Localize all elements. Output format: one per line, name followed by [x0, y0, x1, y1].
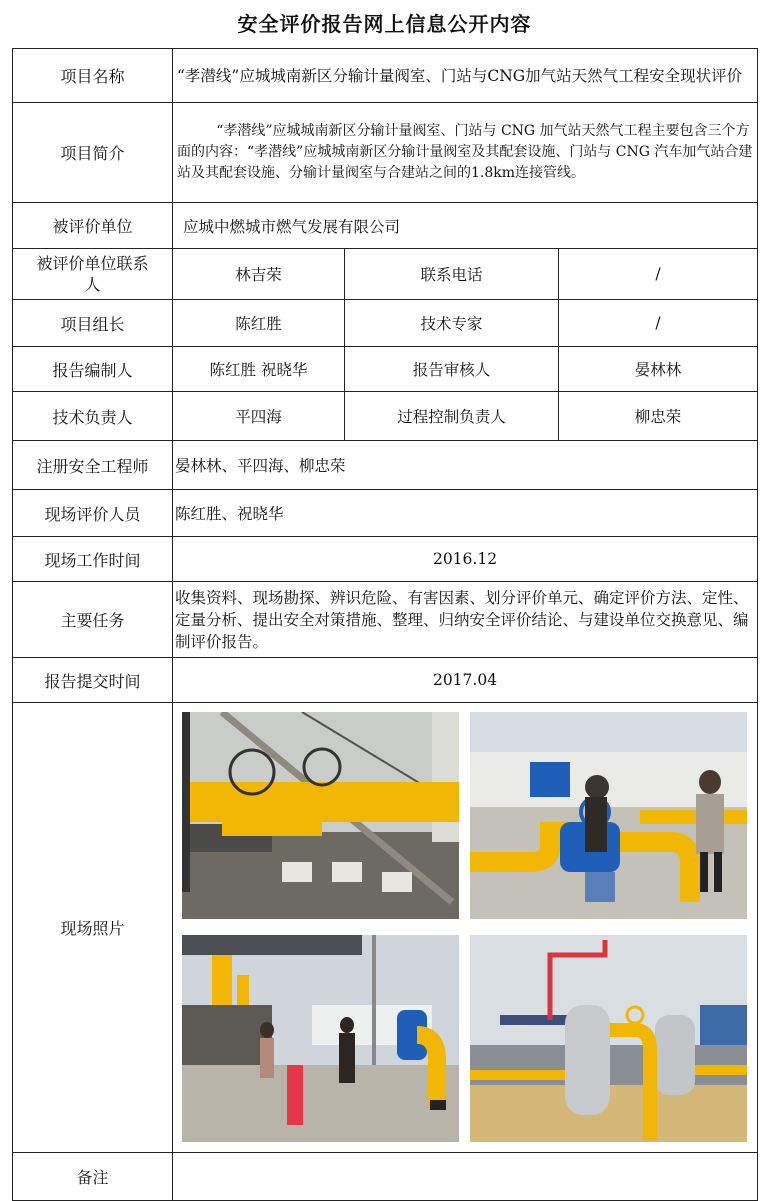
value-contact: 林吉荣 — [173, 249, 345, 300]
label-tech-lead: 技术负责人 — [13, 392, 173, 441]
label-project-name: 项目名称 — [13, 49, 173, 103]
label-compiler: 报告编制人 — [13, 347, 173, 392]
value-leader: 陈红胜 — [173, 300, 345, 347]
row-evaluators — [13, 490, 758, 537]
value-project-name: “孝潜线”应城城南新区分输计量阀室、门站与CNG加气站天然气工程安全现状评价 — [173, 49, 758, 103]
row-work-time — [13, 537, 758, 582]
label-work-time: 现场工作时间 — [13, 537, 173, 582]
value-compiler: 陈红胜 祝晓华 — [173, 347, 345, 392]
row-remarks — [13, 1153, 758, 1201]
row-tech-lead — [13, 392, 758, 441]
value-process-lead: 柳忠荣 — [559, 392, 758, 441]
label-expert: 技术专家 — [345, 300, 559, 347]
label-evaluators: 现场评价人员 — [13, 490, 173, 537]
photos-cell — [173, 703, 758, 1153]
info-table — [12, 48, 758, 1201]
row-compiler — [13, 347, 758, 392]
label-tasks: 主要任务 — [13, 582, 173, 658]
value-remarks — [173, 1153, 758, 1201]
label-submit-time: 报告提交时间 — [13, 658, 173, 703]
value-evaluated-unit: 应城中燃城市燃气发展有限公司 — [173, 203, 758, 249]
label-evaluated-unit: 被评价单位 — [13, 203, 173, 249]
site-photo-4 — [470, 935, 747, 1142]
row-project-intro — [13, 103, 758, 203]
label-contact: 被评价单位联系人 — [13, 249, 173, 300]
label-photos: 现场照片 — [13, 703, 173, 1153]
value-phone: / — [559, 249, 758, 300]
row-tasks — [13, 582, 758, 658]
label-project-intro: 项目简介 — [13, 103, 173, 203]
label-process-lead: 过程控制负责人 — [345, 392, 559, 441]
label-remarks: 备注 — [13, 1153, 173, 1201]
row-engineers — [13, 441, 758, 490]
value-tech-lead: 平四海 — [173, 392, 345, 441]
value-submit-time: 2017.04 — [173, 658, 758, 703]
site-photo-3 — [182, 935, 459, 1142]
value-engineers: 晏林林、平四海、柳忠荣 — [173, 441, 758, 490]
label-engineers: 注册安全工程师 — [13, 441, 173, 490]
value-project-intro: “孝潜线”应城城南新区分输计量阀室、门站与 CNG 加气站天然气工程主要包含三个方面的内容：“孝潜线”应城城南新区分输计量阀室及其配套设施、门站与 CNG 汽车加气站合建站及其配套设施、分输计量阀室与合建站之间的1.8km连接管线。 — [173, 103, 758, 203]
site-photo-2 — [470, 712, 747, 919]
label-reviewer: 报告审核人 — [345, 347, 559, 392]
value-expert: / — [559, 300, 758, 347]
page-title: 安全评价报告网上信息公开内容 — [237, 12, 532, 36]
value-evaluators: 陈红胜、祝晓华 — [173, 490, 758, 537]
value-tasks: 收集资料、现场勘探、辨识危险、有害因素、划分评价单元、确定评价方法、定性、定量分析、提出安全对策措施、整理、归纳安全评价结论、与建设单位交换意见、编制评价报告。 — [173, 582, 758, 658]
site-photo-1 — [182, 712, 459, 919]
row-submit-time — [13, 658, 758, 703]
label-phone: 联系电话 — [345, 249, 559, 300]
row-photos — [13, 703, 758, 1153]
row-project-name — [13, 49, 758, 103]
row-evaluated-unit — [13, 203, 758, 249]
row-leader — [13, 300, 758, 347]
row-contact — [13, 249, 758, 300]
value-reviewer: 晏林林 — [559, 347, 758, 392]
value-work-time: 2016.12 — [173, 537, 758, 582]
label-leader: 项目组长 — [13, 300, 173, 347]
